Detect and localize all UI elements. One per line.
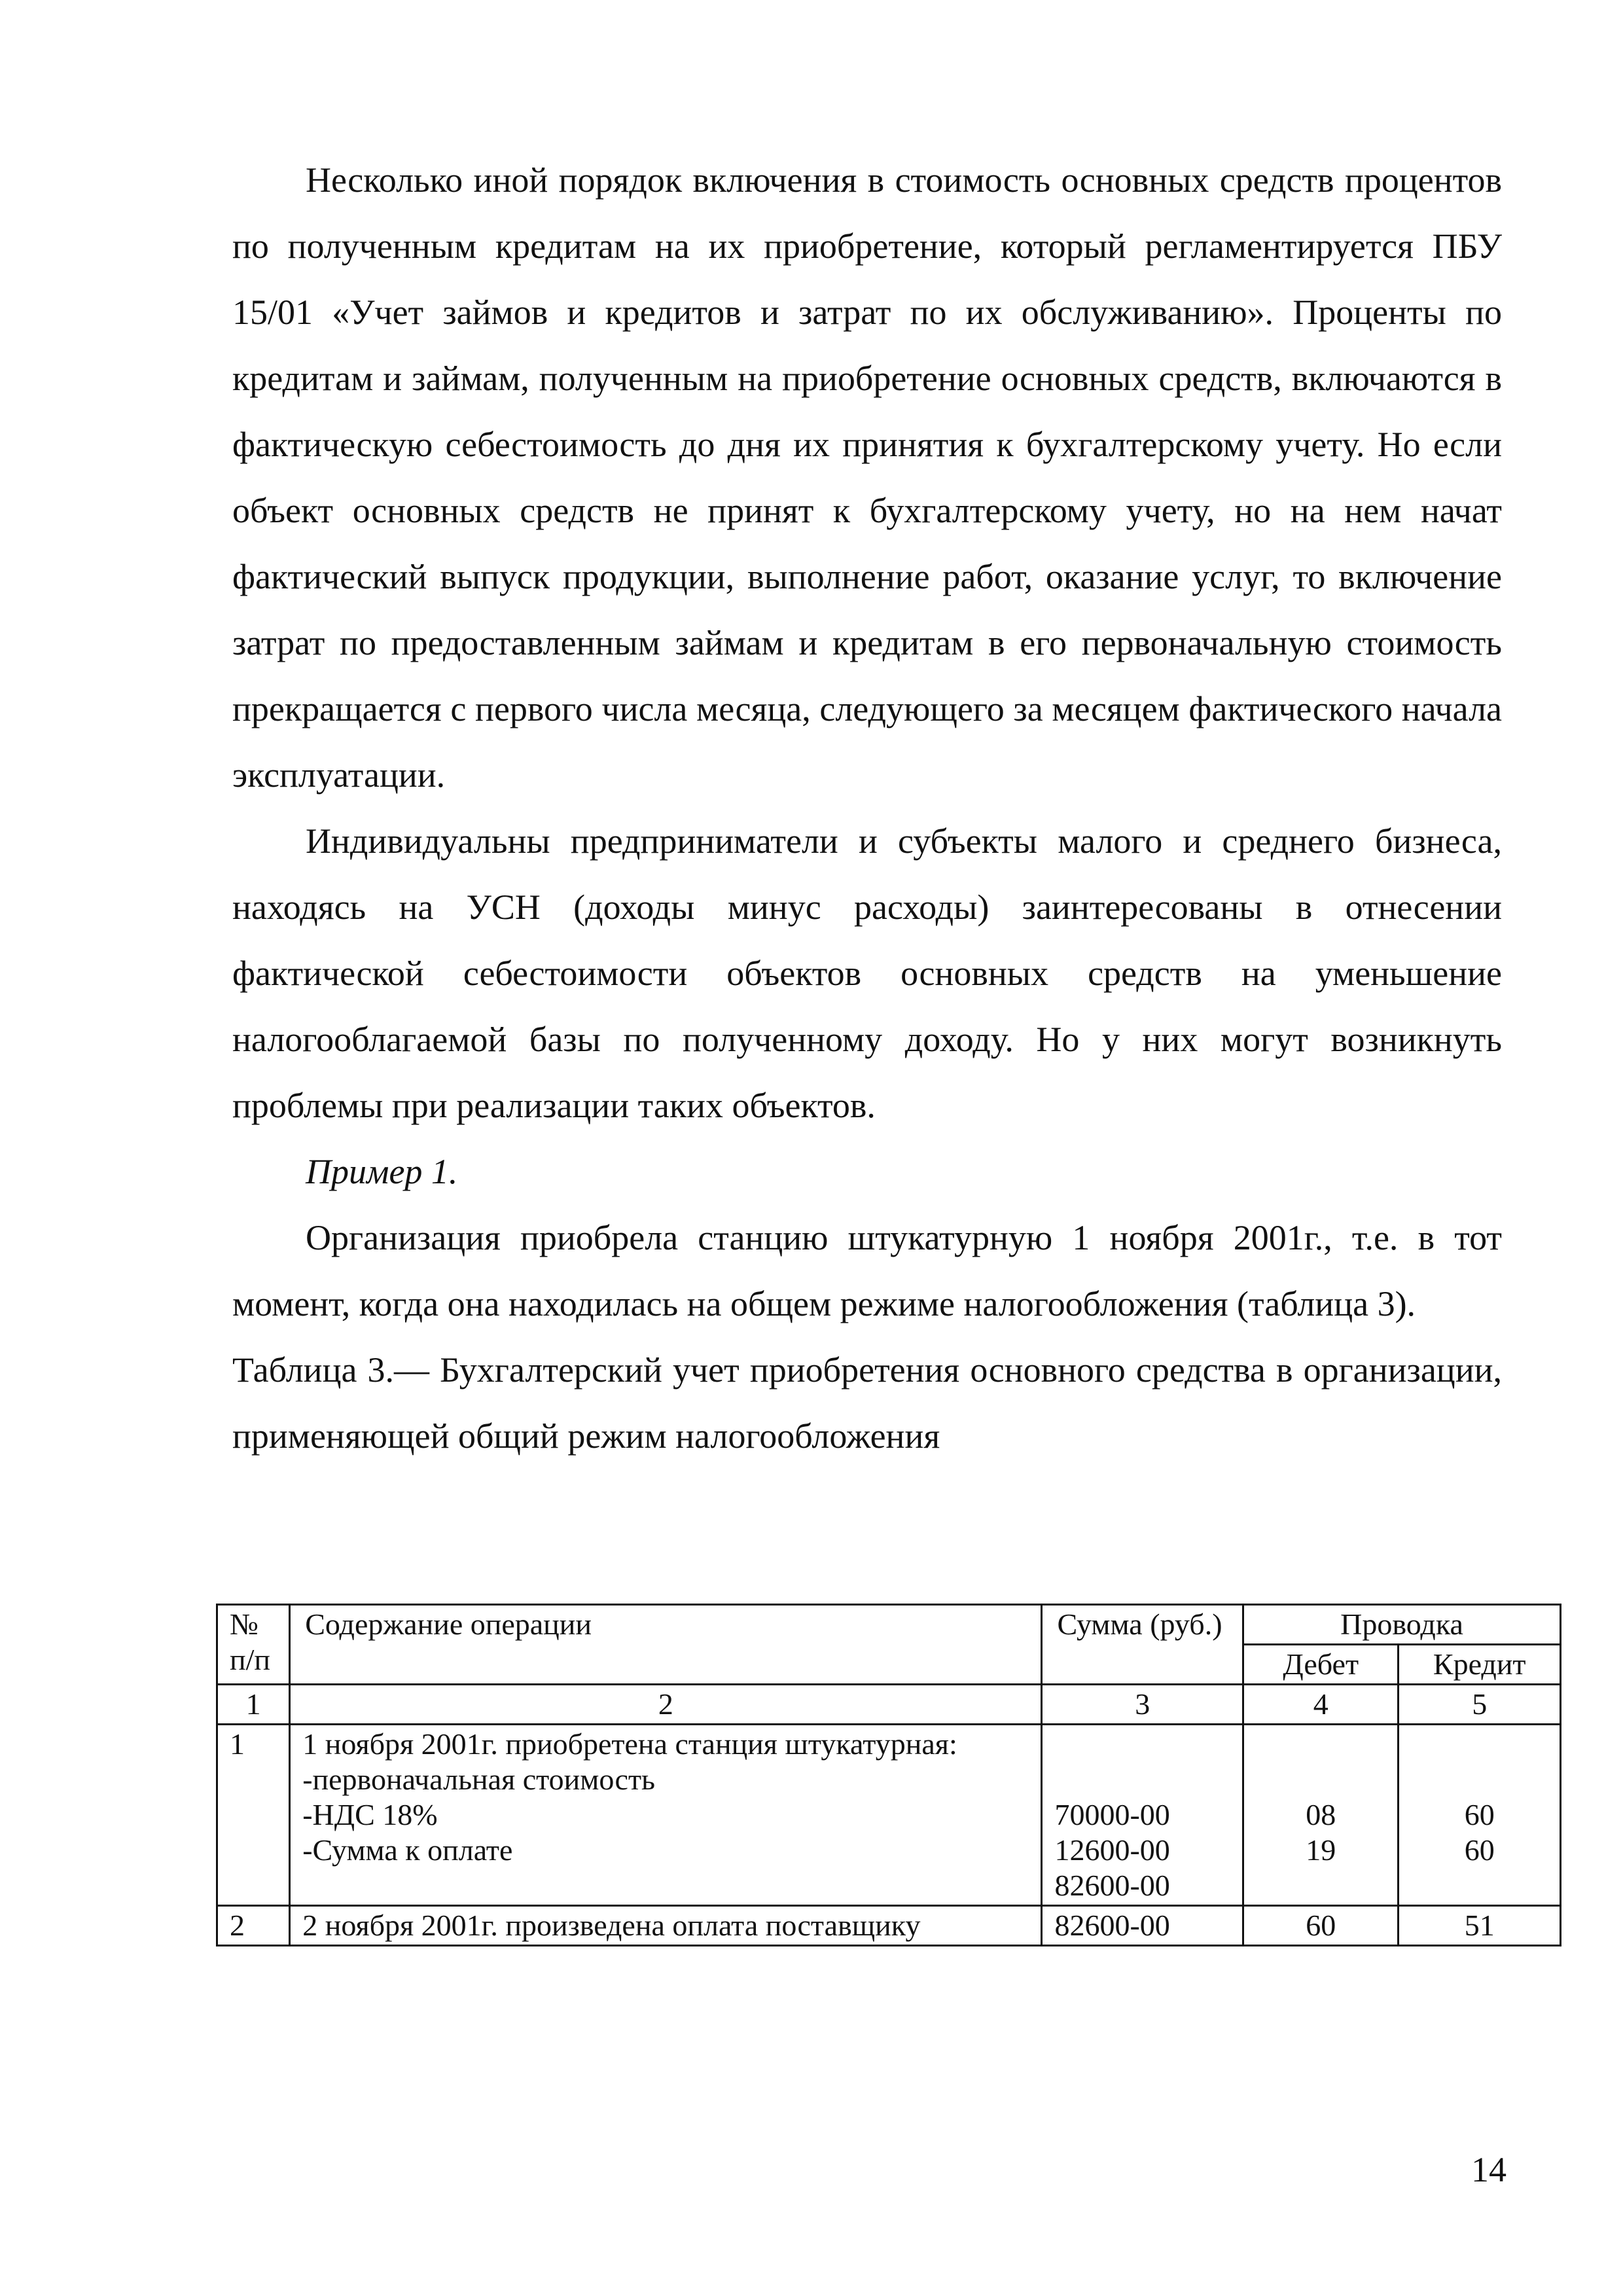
row-2-credit: 51 [1399, 1906, 1561, 1946]
row-1-num: 1 [217, 1725, 290, 1906]
row-1-subline-initial-cost: -первоначальная стоимость [302, 1763, 656, 1796]
table-caption: Таблица 3.— Бухгалтерский учет приобретения основного средства в организации, применяющей общий режим налогообложения [232, 1350, 1502, 1456]
header-posting: Проводка [1243, 1605, 1561, 1645]
row-1-sum-total: 82600-00 [1054, 1869, 1170, 1902]
paragraph-interest-costs: Несколько иной порядок включения в стоимость основных средств процентов по полученным кредитам на их приобретение, который регламентируется ПБУ 15/01 «Учет займов и кредитов и затрат по их обслуживанию». Проценты по кредитам и займам, полученным на приобретение основных средств, включаются в фактическую себестоимость до дня их принятия к бухгалтерскому учету. Но если объект основных средств не принят к бухгалтерскому учету, но на нем начат фактический выпуск продукции, выполнение работ, оказание услуг, то включение затрат по предоставленным займам и кредитам в его первоначальную стоимость прекращается с первого числа месяца, следующего за месяцем фактического начала эксплуатации. [232, 160, 1502, 795]
row-2-operation: 2 ноября 2001г. произведена оплата поставщику [290, 1906, 1042, 1946]
table-header-row [217, 1605, 1561, 1645]
row-1-credit-vat: 60 [1464, 1833, 1495, 1867]
row-1-debit-initial-cost: 08 [1306, 1798, 1336, 1831]
row-1-debit [1243, 1725, 1399, 1906]
header-operation: Содержание операции [290, 1605, 1042, 1685]
row-1-sum-vat: 12600-00 [1054, 1833, 1170, 1867]
page-number: 14 [1471, 2150, 1507, 2189]
header-num: № п/п [217, 1605, 290, 1685]
header-debit: Дебет [1243, 1645, 1399, 1685]
column-number-5: 5 [1399, 1685, 1561, 1725]
row-2-debit: 60 [1243, 1906, 1399, 1946]
table-row [217, 1906, 1561, 1946]
accounting-table-container [216, 1604, 1561, 1946]
column-number-4: 4 [1243, 1685, 1399, 1725]
column-number-1: 1 [217, 1685, 290, 1725]
column-number-row [217, 1685, 1561, 1725]
row-1-operation [290, 1725, 1042, 1906]
row-1-subline-vat: -НДС 18% [302, 1798, 438, 1831]
header-sum: Сумма (руб.) [1042, 1605, 1243, 1685]
document-body [232, 147, 1502, 1469]
row-1-credit [1399, 1725, 1561, 1906]
example-heading: Пример 1. [306, 1152, 458, 1191]
row-1-debit-vat: 19 [1306, 1833, 1336, 1867]
row-1-sum [1042, 1725, 1243, 1906]
column-number-2: 2 [290, 1685, 1042, 1725]
column-number-3: 3 [1042, 1685, 1243, 1725]
row-1-operation-title: 1 ноября 2001г. приобретена станция штукатурная: [302, 1727, 957, 1761]
row-1-subline-total: -Сумма к оплате [302, 1833, 513, 1867]
paragraph-entrepreneurs: Индивидуальны предприниматели и субъекты малого и среднего бизнеса, находясь на УСН (доходы минус расходы) заинтересованы в отнесении фактической себестоимости объектов основных средств на уменьшение налогооблагаемой базы по полученному доходу. Но у них могут возникнуть проблемы при реализации таких объектов. [232, 821, 1502, 1125]
row-1-sum-initial-cost: 70000-00 [1054, 1798, 1170, 1831]
table-row [217, 1725, 1561, 1906]
paragraph-example-text: Организация приобрела станцию штукатурную 1 ноября 2001г., т.е. в тот момент, когда она находилась на общем режиме налогообложения (таблица 3). [232, 1218, 1502, 1323]
row-2-sum: 82600-00 [1042, 1906, 1243, 1946]
header-credit: Кредит [1399, 1645, 1561, 1685]
row-1-credit-initial-cost: 60 [1464, 1798, 1495, 1831]
row-2-num: 2 [217, 1906, 290, 1946]
accounting-table [216, 1604, 1561, 1946]
